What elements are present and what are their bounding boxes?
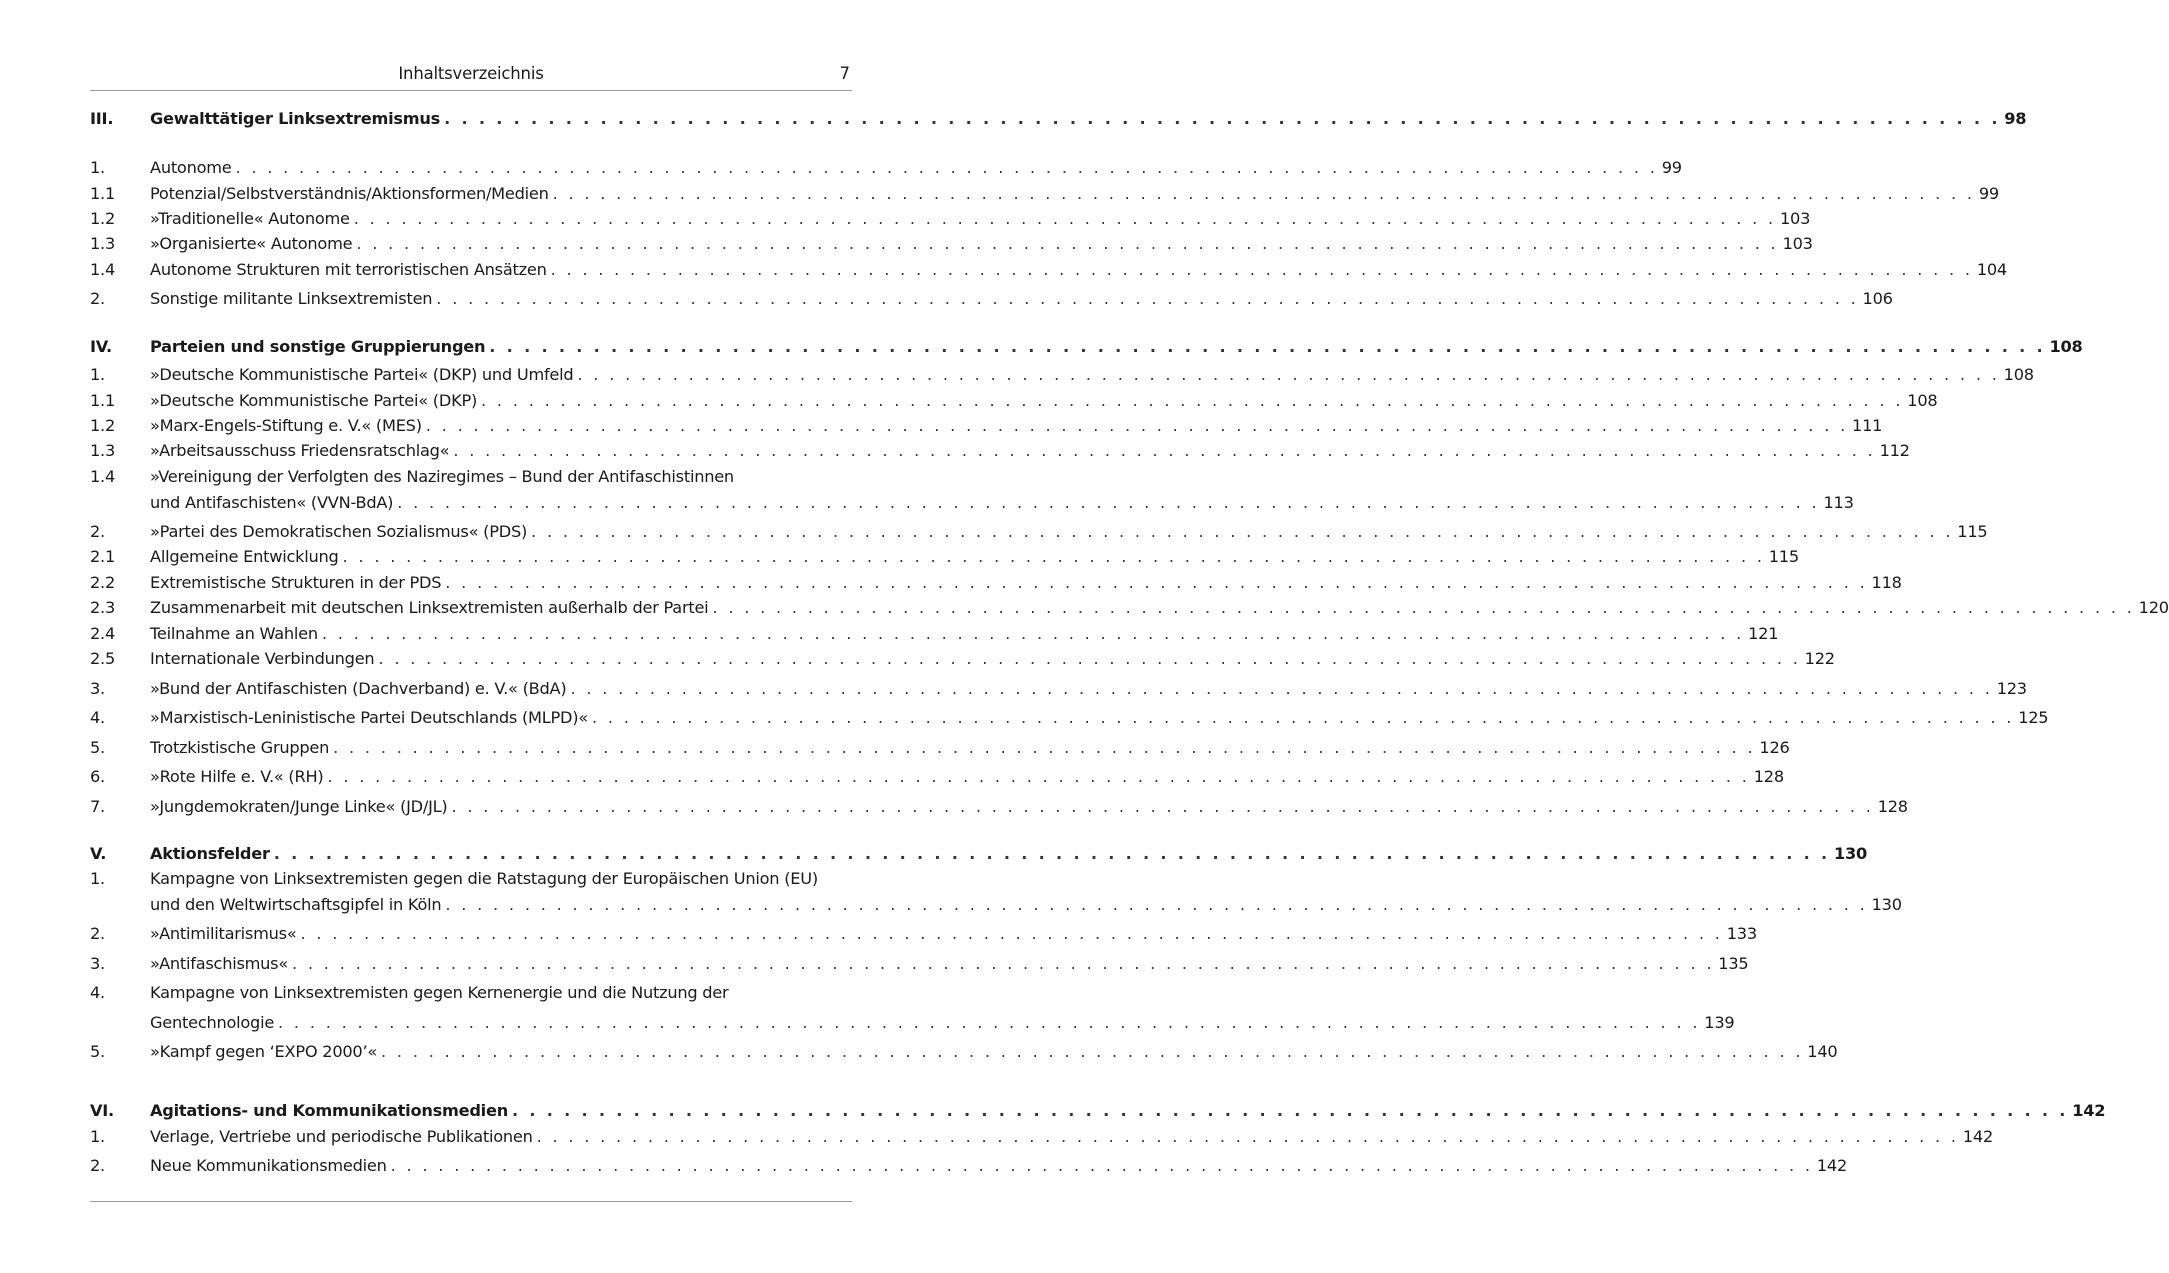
- toc-entry-number: 3.: [90, 679, 105, 698]
- toc-entry-title: »Deutsche Kommunistische Partei« (DKP) und Umfeld: [150, 365, 574, 384]
- toc-entry-page: 99: [1661, 158, 1682, 177]
- toc-entry-number: 2.: [90, 924, 105, 943]
- toc-entry-number: 1.2: [90, 416, 115, 435]
- toc-entry-page: 104: [1976, 260, 2007, 279]
- dot-leader: . . . . . . . . . . . . . . . . . . . . . . . . . . . . . . . . . . . . . . . . . . . . . . . . . . . . . . . . . . . . . . . . . . . . . . . . . . . . . . . . . . . . . . . . . .: [321, 624, 1745, 643]
- toc-entry-title: Agitations- und Kommunikationsmedien: [150, 1101, 508, 1120]
- toc-entry-title: Zusammenarbeit mit deutschen Linksextremisten außerhalb der Partei: [150, 598, 709, 617]
- dot-leader: . . . . . . . . . . . . . . . . . . . . . . . . . . . . . . . . . . . . . . . . . . . . . . . . . . . . . . . . . . . . . . . . . . . . . . . . . . . . . . . . . . . . . . . . . .: [436, 289, 1859, 308]
- dot-leader: . . . . . . . . . . . . . . . . . . . . . . . . . . . . . . . . . . . . . . . . . . . . . . . . . . . . . . . . . . . . . . . . . . . . . . . . . . . . . . . . . . . . . . . . . .: [353, 209, 1776, 228]
- dot-leader: . . . . . . . . . . . . . . . . . . . . . . . . . . . . . . . . . . . . . . . . . . . . . . . . . . . . . . . . . . . . . . . . . . . . . . . . . . . . . . . . . . . . . . . . . .: [481, 391, 1904, 410]
- toc-entry-title: Trotzkistische Gruppen: [150, 738, 330, 757]
- toc-entry-page: 98: [2004, 109, 2027, 128]
- toc-entry-number: V.: [90, 844, 107, 863]
- toc-entry-page: 120: [2138, 598, 2169, 617]
- toc-entry-title: »Rote Hilfe e. V.« (RH): [150, 767, 324, 786]
- toc-entry-title: »Traditionelle« Autonome: [150, 209, 350, 228]
- toc-entry-title: »Organisierte« Autonome: [150, 234, 353, 253]
- toc-entry-title: »Marxistisch-Leninistische Partei Deutschlands (MLPD)«: [150, 708, 588, 727]
- dot-leader: . . . . . . . . . . . . . . . . . . . . . . . . . . . . . . . . . . . . . . . . . . . . . . . . . . . . . . . . . . . . . . . . . . . . . . . . . . . . . . . . . . . . . . . . . .: [445, 573, 1868, 592]
- toc-entry-page: 128: [1753, 767, 1784, 786]
- toc-entry-page: 118: [1871, 573, 1902, 592]
- toc-entry-page: 142: [1816, 1156, 1848, 1175]
- dot-leader: . . . . . . . . . . . . . . . . . . . . . . . . . . . . . . . . . . . . . . . . . . . . . . . . . . . . . . . . . . . . . . . . . . . . . . . . . . . . . . . . . . . . . . . . . .: [451, 797, 1874, 816]
- toc-entry-page: 142: [2072, 1101, 2106, 1120]
- toc-entry-page: 140: [1807, 1042, 1838, 1061]
- dot-leader: . . . . . . . . . . . . . . . . . . . . . . . . . . . . . . . . . . . . . . . . . . . . . . . . . . . . . . . . . . . . . . . . . . . . . . . . . . . . . . . . . . . . . . . . . .: [235, 158, 1658, 177]
- toc-entry-number: IV.: [90, 337, 112, 356]
- toc-entry-title: »Partei des Demokratischen Sozialismus« (PDS): [150, 522, 528, 541]
- dot-leader: . . . . . . . . . . . . . . . . . . . . . . . . . . . . . . . . . . . . . . . . . . . . . . . . . . . . . . . . . . . . . . . . . . . . . . . . . . . . . . . . . . . . . . . . . .: [453, 441, 1876, 460]
- dot-leader: . . . . . . . . . . . . . . . . . . . . . . . . . . . . . . . . . . . . . . . . . . . . . . . . . . . . . . . . . . . . . . . . . . . . . . . . . . . . . . . . . . . . . . . . . .: [531, 522, 1954, 541]
- toc-entry-number: 4.: [90, 983, 105, 1002]
- toc-entry-title-line1: Kampagne von Linksextremisten gegen Kernenergie und die Nutzung der: [150, 983, 729, 1002]
- toc-entry-title: »Marx-Engels-Stiftung e. V.« (MES): [150, 416, 422, 435]
- dot-leader: . . . . . . . . . . . . . . . . . . . . . . . . . . . . . . . . . . . . . . . . . . . . . . . . . . . . . . . . . . . . . . . . . . . . . . . . . . . . . . . . . . . . . . . . . .: [342, 547, 1765, 566]
- toc-entry-title: und den Weltwirtschaftsgipfel in Köln: [150, 894, 442, 914]
- dot-leader: . . . . . . . . . . . . . . . . . . . . . . . . . . . . . . . . . . . . . . . . . . . . . . . . . . . . . . . . . . . . . . . . . . . . . . . . . . . . . . . . . . . . . . . . . .: [552, 184, 1975, 203]
- toc-entry-number: 6.: [90, 767, 105, 786]
- dot-leader: . . . . . . . . . . . . . . . . . . . . . . . . . . . . . . . . . . . . . . . . . . . . . . . . . . . . . . . . . . . . . . . . . . . . . . . . . . . . . . . . . . . . . . . . . .: [445, 894, 1868, 914]
- toc-entry-number: 1.: [90, 365, 105, 384]
- toc-entry-title: Extremistische Strukturen in der PDS: [150, 573, 442, 592]
- dot-leader: . . . . . . . . . . . . . . . . . . . . . . . . . . . . . . . . . . . . . . . . . . . . . . . . . . . . . . . . . . . . . . . . . . . . . . . . . . . . . . . . . . . . . . . . . .: [273, 844, 1830, 863]
- footer-rule: [90, 1201, 852, 1202]
- dot-leader: . . . . . . . . . . . . . . . . . . . . . . . . . . . . . . . . . . . . . . . . . . . . . . . . . . . . . . . . . . . . . . . . . . . . . . . . . . . . . . . . . . . . . . . . . .: [327, 767, 1750, 786]
- toc-entry-number: 1.: [90, 1127, 105, 1146]
- toc-entry-page: 108: [1907, 391, 1938, 410]
- toc-entry-page: 108: [2049, 337, 2083, 356]
- toc-entry-number: VI.: [90, 1101, 114, 1120]
- toc-entry-title: »Deutsche Kommunistische Partei« (DKP): [150, 391, 478, 410]
- dot-leader: . . . . . . . . . . . . . . . . . . . . . . . . . . . . . . . . . . . . . . . . . . . . . . . . . . . . . . . . . . . . . . . . . . . . . . . . . . . . . . . . . . . . . . . . . .: [333, 738, 1756, 757]
- toc-entry-number: 2.: [90, 1156, 105, 1175]
- toc-entry-title-line1: »Vereinigung der Verfolgten des Naziregimes – Bund der Antifaschistinnen: [150, 467, 734, 486]
- dot-leader: . . . . . . . . . . . . . . . . . . . . . . . . . . . . . . . . . . . . . . . . . . . . . . . . . . . . . . . . . . . . . . . . . . . . . . . . . . . . . . . . . . . . . . . . . .: [712, 598, 2135, 617]
- toc-entry-title: Internationale Verbindungen: [150, 649, 375, 668]
- toc-entry-number: 2.4: [90, 624, 115, 643]
- toc-entry-title: Aktionsfelder: [150, 844, 270, 863]
- dot-leader: . . . . . . . . . . . . . . . . . . . . . . . . . . . . . . . . . . . . . . . . . . . . . . . . . . . . . . . . . . . . . . . . . . . . . . . . . . . . . . . . . . . . . . . . . .: [550, 260, 1973, 279]
- toc-entry-page: 113: [1823, 492, 1854, 512]
- toc-entry-number: 7.: [90, 797, 105, 816]
- toc-entry-number: 1.: [90, 158, 105, 177]
- dot-leader: . . . . . . . . . . . . . . . . . . . . . . . . . . . . . . . . . . . . . . . . . . . . . . . . . . . . . . . . . . . . . . . . . . . . . . . . . . . . . . . . . . . . . . . . . .: [577, 365, 2000, 384]
- toc-entry-title: Verlage, Vertriebe und periodische Publikationen: [150, 1127, 533, 1146]
- toc-entry-title: »Bund der Antifaschisten (Dachverband) e. V.« (BdA): [150, 679, 567, 698]
- toc-entry-page: 106: [1862, 289, 1893, 308]
- table-of-contents: [90, 0, 2169, 1273]
- toc-entry-page: 103: [1782, 234, 1813, 253]
- toc-entry-page: 130: [1833, 844, 1867, 863]
- toc-entry-number: 1.4: [90, 467, 115, 486]
- dot-leader: . . . . . . . . . . . . . . . . . . . . . . . . . . . . . . . . . . . . . . . . . . . . . . . . . . . . . . . . . . . . . . . . . . . . . . . . . . . . . . . . . . . . . . . . . .: [381, 1042, 1804, 1061]
- dot-leader: . . . . . . . . . . . . . . . . . . . . . . . . . . . . . . . . . . . . . . . . . . . . . . . . . . . . . . . . . . . . . . . . . . . . . . . . . . . . . . . . . . . . . . . . . .: [536, 1127, 1959, 1146]
- toc-entry-number: 1.: [90, 869, 105, 888]
- toc-entry-page: 122: [1804, 649, 1835, 668]
- toc-entry-page: 99: [1978, 184, 1999, 203]
- toc-entry-title: Allgemeine Entwicklung: [150, 547, 339, 566]
- toc-entry-number: III.: [90, 109, 114, 128]
- dot-leader: . . . . . . . . . . . . . . . . . . . . . . . . . . . . . . . . . . . . . . . . . . . . . . . . . . . . . . . . . . . . . . . . . . . . . . . . . . . . . . . . . . . . . . . . . .: [591, 708, 2015, 727]
- toc-entry-title: und Antifaschisten« (VVN-BdA): [150, 492, 394, 512]
- toc-entry-number: 1.4: [90, 260, 115, 279]
- toc-entry-title: »Jungdemokraten/Junge Linke« (JD/JL): [150, 797, 448, 816]
- toc-entry-title: Neue Kommunikationsmedien: [150, 1156, 387, 1175]
- toc-entry-page: 135: [1718, 954, 1749, 973]
- toc-entry-page: 108: [2003, 365, 2034, 384]
- dot-leader: . . . . . . . . . . . . . . . . . . . . . . . . . . . . . . . . . . . . . . . . . . . . . . . . . . . . . . . . . . . . . . . . . . . . . . . . . . . . . . . . . . . . . . . . . .: [300, 924, 1723, 943]
- toc-entry-title: Teilnahme an Wahlen: [150, 624, 318, 643]
- toc-entry-page: 115: [1768, 547, 1799, 566]
- dot-leader: . . . . . . . . . . . . . . . . . . . . . . . . . . . . . . . . . . . . . . . . . . . . . . . . . . . . . . . . . . . . . . . . . . . . . . . . . . . . . . . . . . . . . . . . . .: [511, 1101, 2069, 1120]
- toc-entry-page: 121: [1748, 624, 1779, 643]
- dot-leader: . . . . . . . . . . . . . . . . . . . . . . . . . . . . . . . . . . . . . . . . . . . . . . . . . . . . . . . . . . . . . . . . . . . . . . . . . . . . . . . . . . . . . . . . . .: [425, 416, 1849, 435]
- toc-entry-page: 126: [1759, 738, 1790, 757]
- toc-entry-title: »Kampf gegen ‘EXPO 2000’«: [150, 1042, 378, 1061]
- toc-entry-page: 115: [1957, 522, 1988, 541]
- toc-entry-title-line1: Kampagne von Linksextremisten gegen die Ratstagung der Europäischen Union (EU): [150, 869, 818, 888]
- toc-entry-number: 5.: [90, 738, 105, 757]
- toc-entry-number: 5.: [90, 1042, 105, 1061]
- toc-entry-title: Autonome Strukturen mit terroristischen Ansätzen: [150, 260, 547, 279]
- toc-entry-number: 1.1: [90, 184, 115, 203]
- toc-entry-page: 139: [1704, 1012, 1735, 1032]
- toc-entry-number: 2.5: [90, 649, 115, 668]
- toc-entry-number: 2.: [90, 289, 105, 308]
- dot-leader: . . . . . . . . . . . . . . . . . . . . . . . . . . . . . . . . . . . . . . . . . . . . . . . . . . . . . . . . . . . . . . . . . . . . . . . . . . . . . . . . . . . . . . . . . .: [356, 234, 1779, 253]
- page-number: 7: [839, 64, 850, 83]
- toc-entry-number: 1.1: [90, 391, 115, 410]
- dot-leader: . . . . . . . . . . . . . . . . . . . . . . . . . . . . . . . . . . . . . . . . . . . . . . . . . . . . . . . . . . . . . . . . . . . . . . . . . . . . . . . . . . . . . . . . . .: [570, 679, 1993, 698]
- toc-entry-number: 4.: [90, 708, 105, 727]
- toc-entry-number: 1.3: [90, 441, 115, 460]
- toc-entry-page: 112: [1879, 441, 1910, 460]
- toc-entry-title: »Antifaschismus«: [150, 954, 289, 973]
- toc-entry-title: Potenzial/Selbstverständnis/Aktionsformen/Medien: [150, 184, 549, 203]
- toc-entry-title: Sonstige militante Linksextremisten: [150, 289, 433, 308]
- toc-entry-title: »Antimilitarismus«: [150, 924, 297, 943]
- toc-entry-page: 128: [1877, 797, 1908, 816]
- dot-leader: . . . . . . . . . . . . . . . . . . . . . . . . . . . . . . . . . . . . . . . . . . . . . . . . . . . . . . . . . . . . . . . . . . . . . . . . . . . . . . . . . . . . . . . . . .: [292, 954, 1715, 973]
- toc-entry-number: 1.3: [90, 234, 115, 253]
- toc-entry-page: 111: [1852, 416, 1883, 435]
- dot-leader: . . . . . . . . . . . . . . . . . . . . . . . . . . . . . . . . . . . . . . . . . . . . . . . . . . . . . . . . . . . . . . . . . . . . . . . . . . . . . . . . . . . . . . . . . .: [278, 1012, 1701, 1032]
- toc-entry-number: 2.: [90, 522, 105, 541]
- toc-entry-number: 3.: [90, 954, 105, 973]
- toc-entry-title: Autonome: [150, 158, 232, 177]
- toc-entry-page: 133: [1726, 924, 1757, 943]
- toc-entry-number: 2.1: [90, 547, 115, 566]
- toc-entry-page: 130: [1871, 894, 1902, 914]
- toc-entry-number: 2.2: [90, 573, 115, 592]
- dot-leader: . . . . . . . . . . . . . . . . . . . . . . . . . . . . . . . . . . . . . . . . . . . . . . . . . . . . . . . . . . . . . . . . . . . . . . . . . . . . . . . . . . . . . . . . . .: [489, 337, 2046, 356]
- toc-entry-title: Gentechnologie: [150, 1012, 275, 1032]
- toc-entry-page: 103: [1779, 209, 1811, 228]
- toc-entry-number: 2.3: [90, 598, 115, 617]
- dot-leader: . . . . . . . . . . . . . . . . . . . . . . . . . . . . . . . . . . . . . . . . . . . . . . . . . . . . . . . . . . . . . . . . . . . . . . . . . . . . . . . . . . . . . . . . . .: [444, 109, 2001, 128]
- dot-leader: . . . . . . . . . . . . . . . . . . . . . . . . . . . . . . . . . . . . . . . . . . . . . . . . . . . . . . . . . . . . . . . . . . . . . . . . . . . . . . . . . . . . . . . . . .: [397, 492, 1820, 512]
- toc-entry-title: »Arbeitsausschuss Friedensratschlag«: [150, 441, 450, 460]
- toc-entry-title: Gewalttätiger Linksextremismus: [150, 109, 441, 128]
- dot-leader: . . . . . . . . . . . . . . . . . . . . . . . . . . . . . . . . . . . . . . . . . . . . . . . . . . . . . . . . . . . . . . . . . . . . . . . . . . . . . . . . . . . . . . . . . .: [390, 1156, 1813, 1175]
- dot-leader: . . . . . . . . . . . . . . . . . . . . . . . . . . . . . . . . . . . . . . . . . . . . . . . . . . . . . . . . . . . . . . . . . . . . . . . . . . . . . . . . . . . . . . . . . .: [378, 649, 1801, 668]
- toc-entry-page: 125: [2018, 708, 2049, 727]
- toc-entry-page: 142: [1962, 1127, 1993, 1146]
- running-title: Inhaltsverzeichnis: [398, 64, 544, 83]
- toc-entry-number: 1.2: [90, 209, 115, 228]
- toc-entry-page: 123: [1996, 679, 2027, 698]
- toc-entry-title: Parteien und sonstige Gruppierungen: [150, 337, 486, 356]
